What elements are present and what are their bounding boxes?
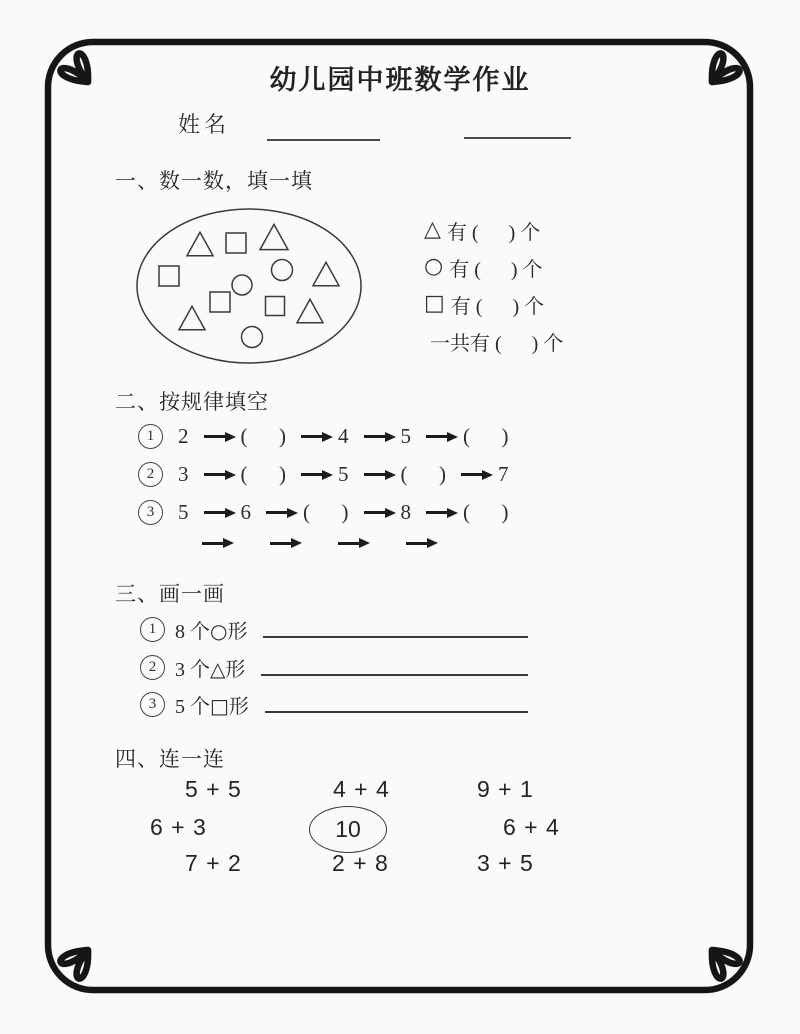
pattern-row-2 [138, 462, 509, 487]
expression: 6 + 4 [503, 814, 560, 840]
arrow-icon [202, 542, 224, 545]
name-label: 姓名 [178, 112, 231, 137]
pattern-row-1 [138, 424, 509, 449]
blank-parens: ( ) [240, 462, 286, 486]
draw-item-2 [140, 653, 528, 682]
arrow-icon [204, 435, 226, 438]
draw-item-3 [140, 690, 528, 719]
arrow-icon [461, 473, 483, 476]
sequence-value: 2 [178, 424, 189, 448]
circled-number: 3 [138, 500, 163, 525]
blank-parens: ( ) [463, 500, 509, 524]
circled-number: 2 [138, 462, 163, 487]
expression: 2 + 8 [332, 850, 389, 876]
expression: 4 + 4 [333, 776, 390, 802]
section1-questions [424, 218, 563, 353]
arrow-icon [204, 511, 226, 514]
arrow-icon [364, 473, 386, 476]
drawing-blank-line [263, 636, 528, 638]
draw-item-1 [140, 615, 528, 644]
circled-answer-value: 10 [335, 816, 361, 842]
arrow-icon [364, 435, 386, 438]
corner-knot-bottom-right [708, 946, 741, 980]
blank-parens: ( ) [400, 462, 446, 486]
square-icon: □ [424, 291, 445, 316]
blank-parens: ( ) [303, 500, 349, 524]
circled-number: 1 [140, 617, 165, 642]
section4-header: 四、连一连 [115, 747, 225, 771]
circled-number: 3 [140, 692, 165, 717]
expression: 3 + 5 [477, 850, 534, 876]
sequence-value: 5 [178, 500, 189, 524]
question-text: 有 ( ) 个 [446, 221, 541, 244]
arrow-icon [338, 542, 360, 545]
arrow-icon [301, 435, 323, 438]
square-icon: □ [210, 694, 229, 718]
question-text: 有 ( ) 个 [449, 258, 543, 281]
section2-header: 二、按规律填空 [115, 390, 269, 414]
question-row-total [424, 329, 563, 353]
expression: 9 + 1 [477, 776, 534, 802]
sequence-value: 3 [178, 462, 189, 486]
sequence-value: 6 [240, 500, 251, 524]
expression: 5 + 5 [185, 776, 242, 802]
blank-parens: ( ) [463, 424, 509, 448]
shapes-diagram [112, 198, 390, 370]
arrow-icon [204, 473, 226, 476]
arrow-icon [301, 473, 323, 476]
arrow-icon [270, 542, 292, 545]
question-text: 一共有 ( ) 个 [430, 332, 564, 355]
blank-parens: ( ) [240, 424, 286, 448]
expression: 7 + 2 [185, 850, 242, 876]
arrow-icon [364, 511, 386, 514]
arrow-icon [266, 511, 288, 514]
draw-label: 5 个□形 [175, 694, 249, 718]
circle-icon: ○ [210, 619, 228, 643]
sequence-value: 4 [338, 424, 349, 448]
corner-knot-bottom-left [59, 946, 92, 980]
circled-answer [309, 806, 387, 853]
circle-icon: ○ [424, 254, 444, 279]
question-row-square [424, 292, 563, 316]
drawing-blank-line [261, 674, 528, 676]
question-row-triangle [424, 218, 563, 242]
arrow-icon [426, 435, 448, 438]
sequence-value: 5 [400, 424, 411, 448]
name-blank-line [267, 139, 380, 141]
arrow-icon [406, 542, 428, 545]
triangle-icon: △ [424, 217, 441, 242]
question-row-circle [424, 255, 563, 279]
circled-number: 2 [140, 655, 165, 680]
triangle-icon: △ [210, 657, 226, 681]
sequence-value: 7 [498, 462, 509, 486]
pattern-row-3 [138, 500, 509, 525]
expression: 6 + 3 [150, 814, 207, 840]
sequence-value: 5 [338, 462, 349, 486]
page-title: 幼儿园中班数学作业 [269, 65, 531, 95]
sequence-value: 8 [400, 500, 411, 524]
question-text: 有 ( ) 个 [450, 295, 545, 318]
drawing-blank-line [265, 711, 528, 713]
section3-header: 三、画一画 [115, 582, 225, 606]
section1-header: 一、数一数，填一填 [115, 169, 313, 193]
draw-label: 8 个○形 [175, 619, 248, 643]
pattern-row-arrows [202, 542, 428, 545]
name-blank-line [464, 137, 571, 139]
circled-number: 1 [138, 424, 163, 449]
draw-label: 3 个△形 [175, 657, 246, 681]
arrow-icon [426, 511, 448, 514]
